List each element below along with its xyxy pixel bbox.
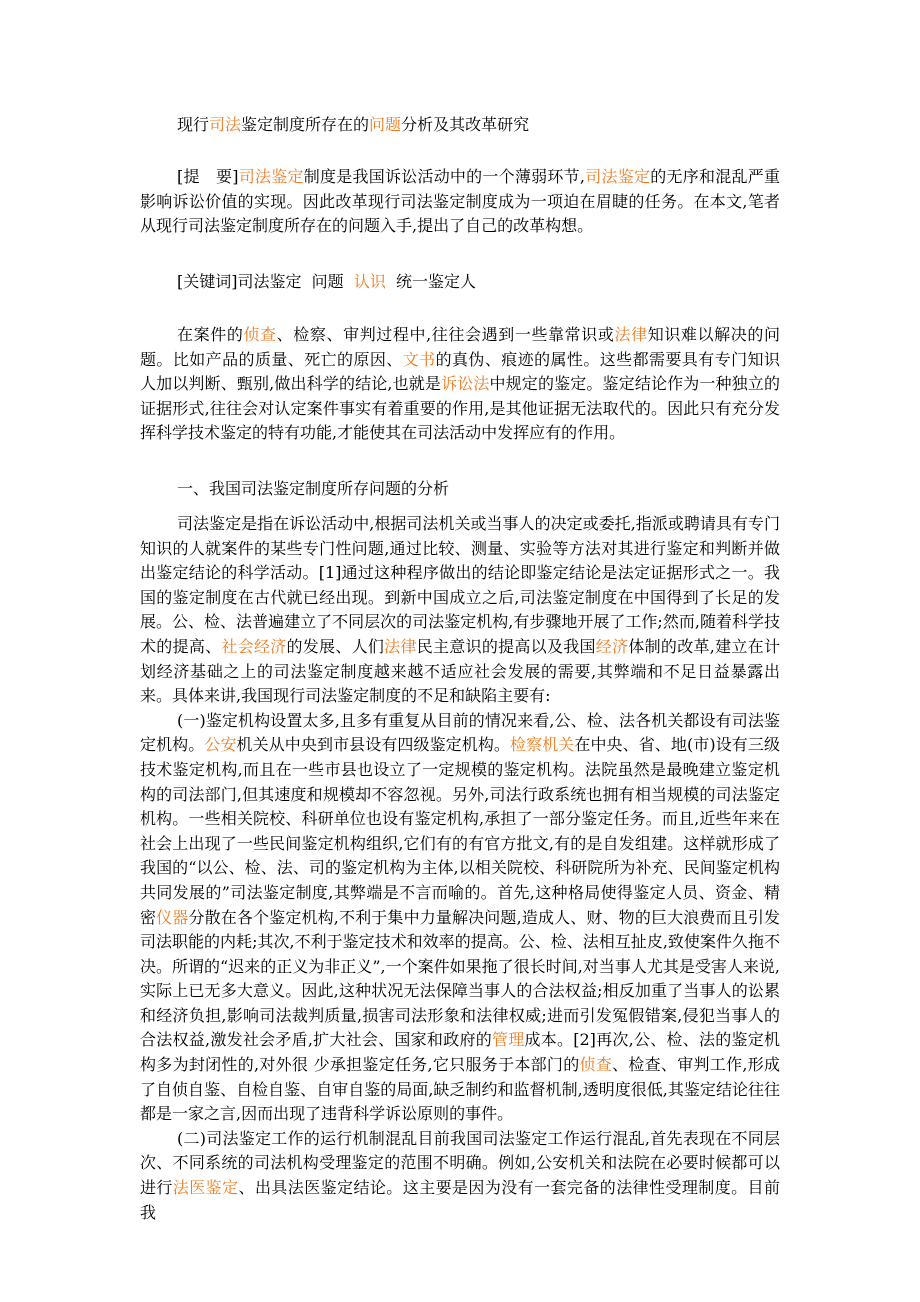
link-renshi[interactable]: 认识 — [353, 272, 386, 291]
link-fayi-jianding[interactable]: 法医鉴定 — [172, 1178, 239, 1198]
section-paragraph-2 — [140, 709, 780, 1127]
intro-text: 知识难以解决的问题。比如产品的质量、死亡的原因、 — [140, 325, 780, 369]
section-paragraph-1 — [140, 512, 780, 709]
body-text: (二)司法鉴定工作的运行机制混乱目前我国司法鉴定工作运行混乱,首先表现在不同层次、不同系统的司法机构受理鉴定的范围不明确。例如,公安机关和法院在必要时候都可以进行 — [140, 1128, 780, 1198]
intro-text: 中规定的鉴定。鉴定结论作为一种独立的证据形式,往往会对认定案件事实有着重要的作用,是其他证据无法取代的。因此只有充分发挥科学技术鉴定的特有功能,才能使其在司法活动中发挥应有的作用。 — [140, 374, 780, 443]
section-heading: 一、我国司法鉴定制度所存问题的分析 — [177, 479, 450, 498]
body-text: 、出具法医鉴定结论。这主要是因为没有一套完备的法律性受理制度。目前我 — [140, 1178, 780, 1222]
link-susongfa[interactable]: 诉讼法 — [441, 374, 490, 394]
title-text: 分析及其改革研究 — [401, 115, 530, 134]
link-jingji[interactable]: 经济 — [595, 636, 629, 656]
intro-paragraph — [140, 323, 780, 446]
title-text: 鉴定制度所存在的 — [241, 115, 370, 134]
keywords-text: [关键词]司法鉴定 问题 — [177, 272, 354, 291]
link-guanli[interactable]: 管理 — [491, 1030, 525, 1050]
intro-text: 的真伪、痕迹的属性。这些都需要具有专门知识人加以判断、甄别,做出科学的结论,也就是 — [140, 349, 780, 394]
body-text: 分散在各个鉴定机构,不利于集中力量解决问题,造成人、财、物的巨大浪费而且引发司法职能的内耗;其次,不利于鉴定技术和效率的提高。公、检、法相互扯皮,致使案件久拖不决。所谓的“迟来的正义为非正义”,一个案件如果拖了很长时间,对当事人尤其是受害人来说,实际上已无多大意义。因此,这种状况无法保障当事人的合法权益;相反加重了当事人的讼累和经济负担,影响司法裁判质量,损害司法形象和法律权威;进而引发冤假错案,侵犯当事人的合法权益,激发社会矛盾,扩大社会、国家和政府的 — [140, 907, 780, 1050]
section-body — [140, 512, 780, 1225]
keywords-paragraph — [140, 270, 780, 295]
intro-text: 在案件的 — [177, 325, 244, 344]
link-falv[interactable]: 法律 — [384, 636, 417, 656]
title-text: 现行 — [177, 115, 210, 134]
body-text: 民主意识的提高以及我国 — [416, 636, 596, 656]
document-title — [177, 113, 529, 137]
keywords-text: 统一鉴定人 — [385, 272, 477, 291]
body-text: 体制的改革,建立在计划经济基础之上的司法鉴定制度越来越不适应社会发展的需要,其弊端和不足日益暴露出来。具体来讲,我国现行司法鉴定制度的不足和缺陷主要有: — [140, 636, 780, 706]
section-paragraph-3 — [140, 1127, 780, 1225]
body-text: 成本。[2]再次,公、检、法的鉴定机构多为封闭性的,对外很 少承担鉴定任务,它只服务于本部门的 — [140, 1030, 780, 1075]
link-zhencha[interactable]: 侦查 — [243, 325, 277, 344]
body-text: 、检查、审判工作,形成了自侦自鉴、自检自鉴、自审自鉴的局面,缺乏制约和监督机制,透明度很低,其鉴定结论往往都是一家之言,因而出现了违背科学诉讼原则的事件。 — [140, 1055, 780, 1124]
link-jiancha-jiguan[interactable]: 检察机关 — [510, 735, 575, 755]
link-yiqi[interactable]: 仪器 — [156, 907, 189, 927]
intro-text: 、检察、审判过程中,往往会遇到一些靠常识或 — [276, 325, 615, 344]
link-shehui-jingji[interactable]: 社会经济 — [221, 636, 287, 656]
title-link-sifa[interactable]: 司法 — [209, 115, 242, 134]
abstract-text: 制度是我国诉讼活动中的一个薄弱环节, — [303, 167, 585, 186]
body-text: 机关从中央到市县设有四级鉴定机构。 — [236, 735, 511, 755]
link-falv[interactable]: 法律 — [614, 325, 648, 344]
title-link-wenti[interactable]: 问题 — [369, 115, 402, 134]
abstract-label: [提 要] — [177, 167, 239, 186]
body-text: (一)鉴定机构设置太多,且多有重复从目前的情况来看,公、检、法各机关都设有司法鉴定机构。 — [140, 710, 780, 755]
link-sifa-jianding[interactable]: 司法鉴定 — [585, 167, 651, 186]
abstract-paragraph — [140, 165, 780, 239]
link-zhencha[interactable]: 侦查 — [579, 1055, 613, 1075]
abstract-text: 的无序和混乱严重影响诉讼价值的实现。因此改革现行司法鉴定制度成为一项迫在眉睫的任务。在本文,笔者从现行司法鉴定制度所存在的问题入手,提出了自己的改革构想。 — [140, 167, 780, 236]
link-wenshu[interactable]: 文书 — [402, 349, 436, 369]
body-text: 的发展、人们 — [286, 636, 385, 656]
body-text: 司法鉴定是指在诉讼活动中,根据司法机关或当事人的决定或委托,指派或聘请具有专门知识的人就案件的某些专门性问题,通过比较、测量、实验等方法对其进行鉴定和判断并做出鉴定结论的科学活动。[1]通过这种程序做出的结论即鉴定结论是法定证据形式之一。我国的鉴定制度在古代就已经出现。到新中国成立之后,司法鉴定制度在中国得到了长足的发展。公、检、法普遍建立了不同层次的司法鉴定机构,有步骤地开展了工作;然而,随着科学技术的提高、 — [140, 514, 780, 656]
link-gongan[interactable]: 公安 — [204, 735, 237, 755]
body-text: 在中央、省、地(市)设有三级技术鉴定机构,而且在一些市县也设立了一定规模的鉴定机构。法院虽然是最晚建立鉴定机构的司法部门,但其速度和规模却不容忽视。另外,司法行政系统也拥有相当规模的司法鉴定机构。一些相关院校、科研单位也设有鉴定机构,承担了一部分鉴定任务。而且,近些年来在社会上出现了一些民间鉴定机构组织,它们有的有官方批文,有的是自发组建。这样就形成了我国的“以公、检、法、司的鉴定机构为主体,以相关院校、科研院所为补充、民间鉴定机构共同发展的”司法鉴定制度,其弊端是不言而喻的。首先,这种格局使得鉴定人员、资金、精密 — [140, 735, 780, 927]
link-sifa-jianding[interactable]: 司法鉴定 — [238, 167, 304, 186]
